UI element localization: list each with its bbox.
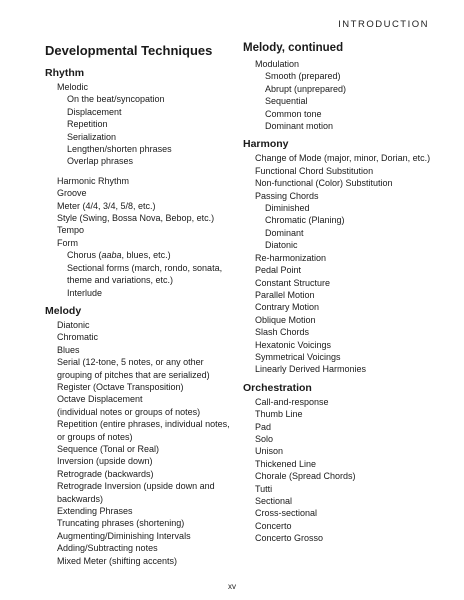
list-item: Change of Mode (major, minor, Dorian, etc.) <box>255 153 431 164</box>
list-item: Modulation <box>255 59 300 69</box>
list-item: Sectional forms (march, rondo, sonata, <box>67 262 223 273</box>
list-item: Retrograde Inversion (upside down and <box>57 481 215 492</box>
list-item: Adding/Subtracting notes <box>57 543 158 554</box>
list-item: On the beat/syncopation <box>67 94 165 105</box>
list-item: Contrary Motion <box>255 302 320 313</box>
list-item: Thumb Line <box>255 409 303 420</box>
list-item: Diminished <box>265 203 310 214</box>
list-item: Sectional <box>255 496 293 506</box>
list-item: Groove <box>57 188 87 199</box>
section-heading-orchestration: Orchestration <box>243 381 312 394</box>
list-item: Style (Swing, Bossa Nova, Bebop, etc.) <box>57 213 215 224</box>
list-item: Lengthen/shorten phrases <box>67 144 172 155</box>
list-item: Non-functional (Color) Substitution <box>255 178 393 189</box>
page-number: xv <box>228 582 236 591</box>
list-item: Functional Chord Substitution <box>255 165 374 176</box>
list-item: Register (Octave Transposition) <box>57 381 184 392</box>
list-item: Constant Structure <box>255 277 331 288</box>
list-item: Inversion (upside down) <box>57 456 153 467</box>
list-item-continuation: (individual notes or groups of notes) <box>57 406 201 417</box>
list-item: Augmenting/Diminishing Intervals <box>57 530 191 541</box>
list-item: Thickened Line <box>255 458 317 469</box>
list-item: Melodic <box>57 82 89 92</box>
list-item: Meter (4/4, 3/4, 5/8, etc.) <box>57 200 156 211</box>
chorus-form-letters: aaba <box>101 250 122 261</box>
list-item: Chorale (Spread Chords) <box>255 471 356 482</box>
list-item-chorus <box>45 249 235 261</box>
list-item: Slash Chords <box>255 327 310 338</box>
list-item: Serialization <box>67 131 117 142</box>
list-item: Extending Phrases <box>57 506 133 516</box>
list-item: Passing Chords <box>255 190 319 201</box>
list-item: Interlude <box>67 287 103 298</box>
list-item: Parallel Motion <box>255 289 315 300</box>
section-heading-harmony: Harmony <box>243 138 289 151</box>
list-item: Pedal Point <box>255 265 302 276</box>
list-item-continuation: backwards) <box>57 493 104 504</box>
list-item: Tutti <box>255 483 273 494</box>
list-item: Call-and-response <box>255 396 329 407</box>
section-heading-melody-continued: Melody, continued <box>243 42 344 54</box>
list-item: Symmetrical Voicings <box>255 351 341 362</box>
list-item: Overlap phrases <box>67 156 134 167</box>
list-item: Hexatonic Voicings <box>255 339 332 350</box>
list-item: Truncating phrases (shortening) <box>57 518 185 529</box>
list-item: Oblique Motion <box>255 314 316 325</box>
list-item: Concerto <box>255 520 292 531</box>
list-item: Abrupt (unprepared) <box>265 83 347 94</box>
list-item: Repetition (entire phrases, individual notes, <box>57 419 230 430</box>
list-item: Pad <box>255 421 272 432</box>
list-item: Sequence (Tonal or Real) <box>57 443 160 454</box>
list-item: Chromatic (Planing) <box>265 215 345 226</box>
list-item: Blues <box>57 344 80 355</box>
list-item: Solo <box>255 433 274 444</box>
list-item: Octave Displacement <box>57 394 143 405</box>
list-item: Displacement <box>67 106 122 117</box>
chorus-text-end: , blues, etc.) <box>121 250 171 261</box>
list-item: Form <box>57 237 78 248</box>
list-item: Dominant motion <box>265 121 334 132</box>
list-item: Dominant <box>265 227 304 238</box>
list-item: Sequential <box>265 96 308 107</box>
list-item: Harmonic Rhythm <box>57 175 130 186</box>
list-item: Common tone <box>265 108 322 119</box>
list-item: Diatonic <box>265 240 298 251</box>
list-item: Retrograde (backwards) <box>57 468 154 479</box>
list-item-continuation: or groups of notes) <box>57 431 133 442</box>
list-item: Concerto Grosso <box>255 533 324 544</box>
list-item: Unison <box>255 446 284 457</box>
running-head: INTRODUCTION <box>338 19 429 30</box>
page-title: Developmental Techniques <box>45 43 213 58</box>
list-item: Serial (12-tone, 5 notes, or any other <box>57 357 204 368</box>
right-column <box>243 40 443 545</box>
section-heading-rhythm: Rhythm <box>45 67 85 79</box>
list-item: Diatonic <box>57 319 90 330</box>
list-item-continuation: theme and variations, etc.) <box>67 275 174 286</box>
list-item: Mixed Meter (shifting accents) <box>57 555 178 566</box>
list-item: Linearly Derived Harmonies <box>255 364 367 375</box>
list-item: Re-harmonization <box>255 252 327 263</box>
list-item: Chromatic <box>57 332 99 343</box>
section-heading-melody: Melody <box>45 304 82 317</box>
list-item: Cross-sectional <box>255 508 318 519</box>
chorus-text: Chorus ( <box>67 250 102 261</box>
left-column <box>45 40 235 567</box>
list-item: Smooth (prepared) <box>265 71 341 82</box>
list-item-continuation: grouping of pitches that are serialized) <box>57 369 210 380</box>
list-item: Repetition <box>67 119 108 130</box>
list-item: Tempo <box>57 225 85 236</box>
